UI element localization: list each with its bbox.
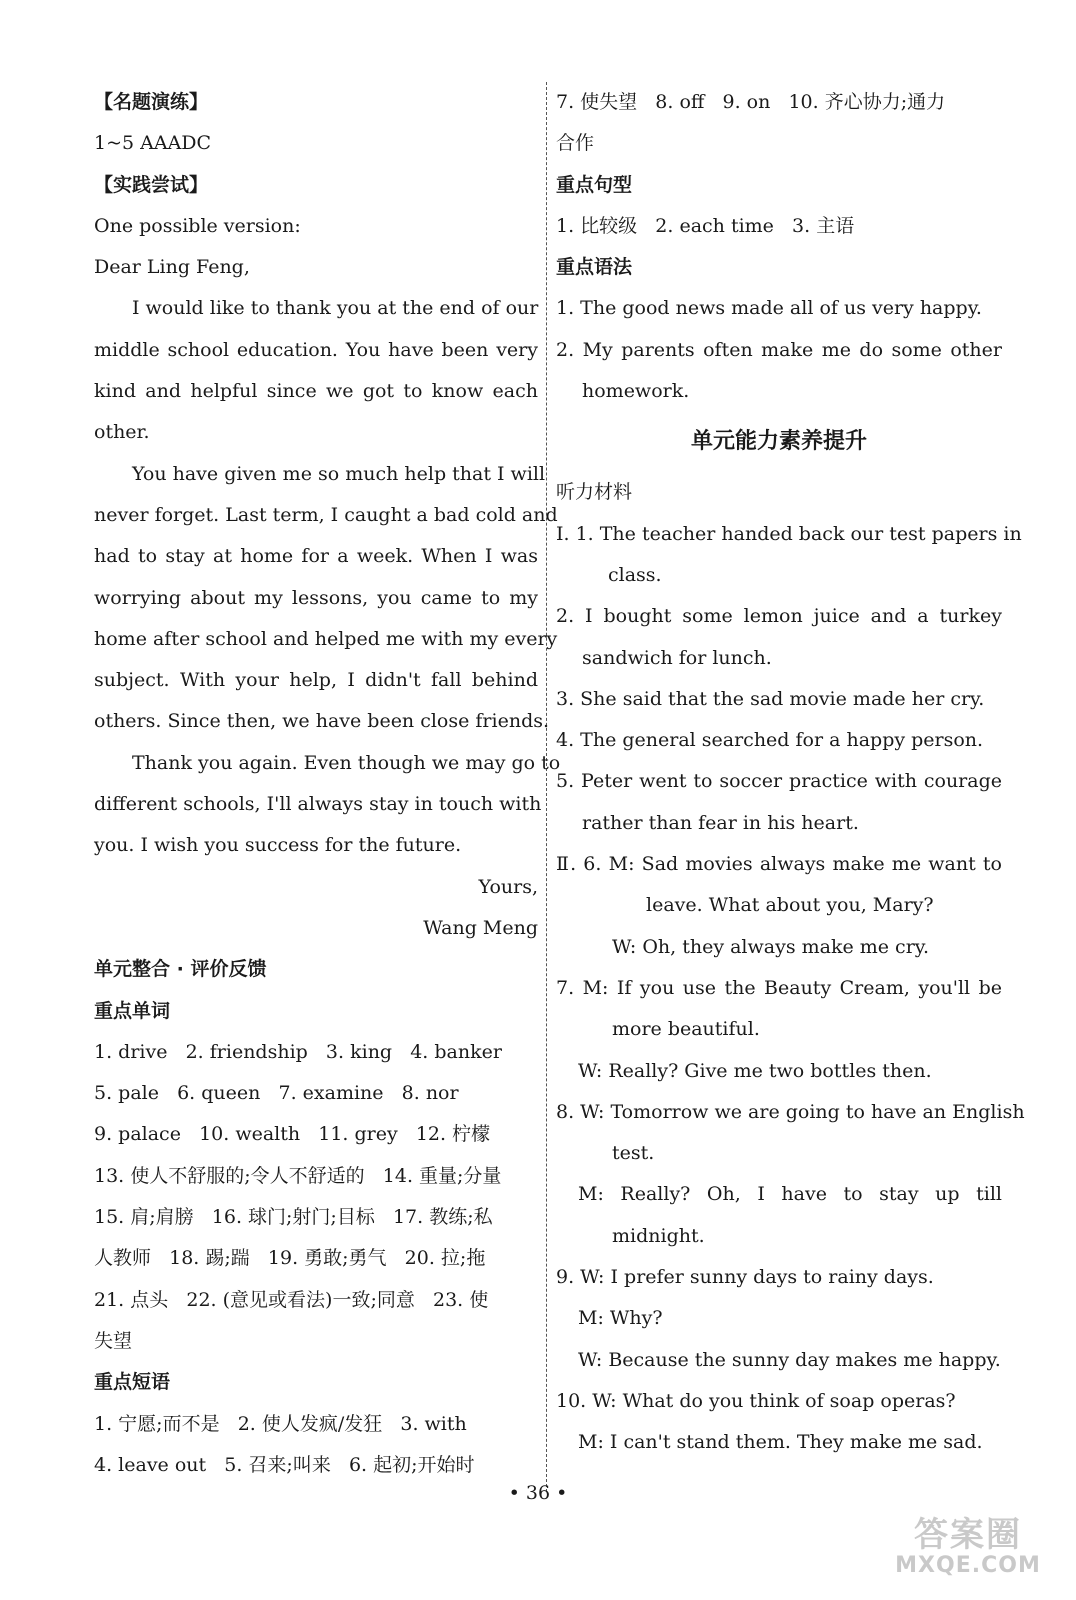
key-words-title: 重点单词 — [94, 999, 171, 1022]
dialogue-line: 9. W: I prefer sunny days to rainy days. — [556, 1266, 934, 1289]
dialogue-line: M: Why? — [578, 1307, 663, 1330]
key-sentences-line: 1. 比较级 2. each time 3. 主语 — [556, 214, 855, 237]
possible-version-label: One possible version: — [94, 214, 301, 237]
letter-paragraph-2-line: home after school and helped me with my every — [94, 627, 558, 650]
drill-answers: 1~5 AAADC — [94, 132, 212, 155]
letter-paragraph-3-line: Thank you again. Even though we may go to — [132, 751, 561, 774]
letter-paragraph-2-line: worrying about my lessons, you came to my — [94, 586, 538, 609]
letter-paragraph-2-line: You have given me so much help that I will — [132, 462, 546, 485]
letter-paragraph-2-line: never forget. Last term, I caught a bad cold and — [94, 503, 558, 526]
page-number: • 36 • — [508, 1482, 568, 1504]
letter-paragraph-2-line: had to stay at home for a week. When I was — [94, 545, 538, 568]
letter-paragraph-1-line: I would like to thank you at the end of our — [132, 297, 539, 320]
dialogue-line: leave. What about you, Mary? — [646, 894, 934, 917]
dialogue-line: M: I can't stand them. They make me sad. — [578, 1431, 983, 1454]
dialogue-line: test. — [612, 1142, 655, 1165]
left-column — [94, 82, 561, 1486]
grammar-item-cont: homework. — [582, 380, 690, 403]
letter-paragraph-2-line: others. Since then, we have been close friends. — [94, 710, 550, 733]
dialogue-line: more beautiful. — [612, 1018, 760, 1041]
grammar-item: 2. My parents often make me do some other — [556, 338, 1002, 361]
key-words-line: 13. 使人不舒服的;令人不舒适的 14. 重量;分量 — [94, 1164, 502, 1187]
listening-material-title: 听力材料 — [556, 481, 633, 504]
dialogue-line: 8. W: Tomorrow we are going to have an English — [556, 1100, 1025, 1123]
watermark-logo — [878, 1516, 1058, 1582]
key-words-line: 人教师 18. 踢;踹 19. 勇敢;勇气 20. 拉;拖 — [94, 1247, 486, 1270]
column-divider — [546, 82, 547, 1492]
dialogue-line: midnight. — [612, 1224, 705, 1247]
letter-paragraph-3-line: you. I wish you success for the future. — [94, 834, 462, 857]
listening-item: 5. Peter went to soccer practice with courage — [556, 770, 1002, 793]
key-words-line: 21. 点头 22. (意见或看法)一致;同意 23. 使 — [94, 1288, 489, 1311]
key-words-line: 1. drive 2. friendship 3. king 4. banker — [94, 1040, 502, 1063]
key-phrases-line: 1. 宁愿;而不是 2. 使人发疯/发狂 3. with — [94, 1412, 467, 1435]
dialogue-line: W: Oh, they always make me cry. — [612, 935, 930, 958]
key-phrases-line: 4. leave out 5. 召来;叫来 6. 起初;开始时 — [94, 1453, 475, 1476]
listening-item: 4. The general searched for a happy person. — [556, 729, 984, 752]
section-title-practice: 【实践尝试】 — [94, 173, 209, 196]
letter-paragraph-1-line: other. — [94, 421, 150, 444]
dialogue-line: M: Really? Oh, I have to stay up till — [578, 1183, 1002, 1206]
letter-greeting: Dear Ling Feng, — [94, 256, 250, 279]
watermark-url: MXQE.COM — [895, 1553, 1041, 1578]
key-sentences-title: 重点句型 — [556, 173, 633, 196]
listening-item-cont: sandwich for lunch. — [582, 646, 772, 669]
letter-paragraph-1-line: kind and helpful since we got to know each — [94, 380, 538, 403]
watermark-logo-text: 答案圈 — [914, 1515, 1022, 1555]
letter-paragraph-1-line: middle school education. You have been very — [94, 338, 538, 361]
key-words-line: 9. palace 10. wealth 11. grey 12. 柠檬 — [94, 1123, 491, 1146]
letter-paragraph-2-line: subject. With your help, I didn't fall behind — [94, 669, 538, 692]
letter-closing: Yours, — [478, 875, 538, 898]
dialogue-line: 7. M: If you use the Beauty Cream, you'll be — [556, 976, 1002, 999]
listening-item-cont: class. — [608, 563, 662, 586]
key-words-line: 失望 — [94, 1329, 133, 1352]
key-words-line: 15. 肩;肩膀 16. 球门;射门;目标 17. 教练;私 — [94, 1206, 493, 1229]
listening-item-cont: rather than fear in his heart. — [582, 811, 859, 834]
key-phrases-line: 7. 使失望 8. off 9. on 10. 齐心协力;通力 — [556, 91, 946, 113]
section-title-unit-ability: 单元能力素养提升 — [690, 429, 867, 455]
dialogue-line: W: Because the sunny day makes me happy. — [578, 1348, 1001, 1371]
dialogue-line: Ⅱ. 6. M: Sad movies always make me want to — [556, 853, 1002, 876]
key-phrases-title: 重点短语 — [94, 1371, 171, 1394]
letter-paragraph-3-line: different schools, I'll always stay in touch with — [94, 793, 542, 816]
listening-item: 2. I bought some lemon juice and a turkey — [556, 605, 1002, 628]
dialogue-line: W: Really? Give me two bottles then. — [578, 1059, 932, 1082]
section-title-drill: 【名题演练】 — [94, 91, 209, 113]
key-grammar-title: 重点语法 — [556, 256, 633, 279]
key-phrases-line: 合作 — [556, 132, 595, 155]
right-column — [556, 82, 1025, 1464]
dialogue-line: 10. W: What do you think of soap operas? — [556, 1389, 956, 1412]
letter-signature: Wang Meng — [423, 916, 538, 939]
listening-item: 3. She said that the sad movie made her cry. — [556, 687, 985, 710]
listening-item: Ⅰ. 1. The teacher handed back our test papers in — [556, 522, 1022, 545]
section-title-unit-integration: 单元整合 · 评价反馈 — [94, 958, 267, 981]
grammar-item: 1. The good news made all of us very happy. — [556, 297, 982, 320]
key-words-line: 5. pale 6. queen 7. examine 8. nor — [94, 1082, 459, 1105]
